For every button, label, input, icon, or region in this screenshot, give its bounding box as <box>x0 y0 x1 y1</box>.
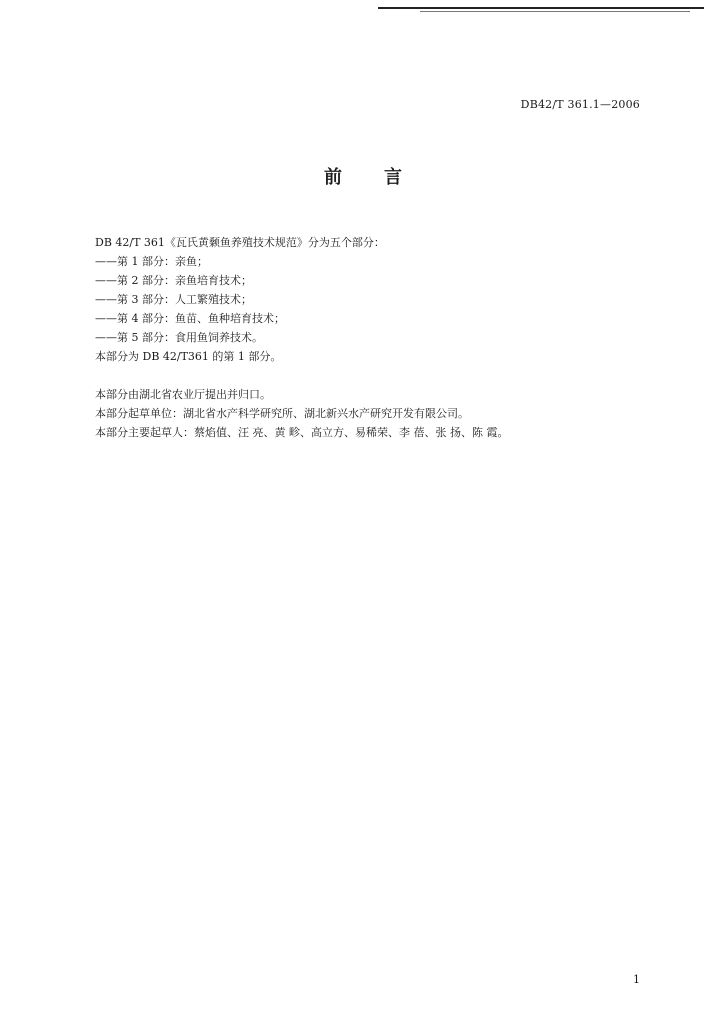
part-item-4: ——第 4 部分：鱼苗、鱼种培育技术； <box>95 312 285 325</box>
part-item-1: ——第 1 部分：亲鱼； <box>95 255 208 268</box>
drafters-statement: 本部分主要起草人：蔡焰值、汪 亮、黄 畛、高立方、易稀荣、李 蓓、张 扬、陈 霞。 <box>95 426 509 439</box>
title-char-1: 前 <box>324 167 344 188</box>
proposed-by-statement: 本部分由湖北省农业厅提出并归口。 <box>95 388 271 401</box>
drafting-units-statement: 本部分起草单位：湖北省水产科学研究所、湖北新兴水产研究开发有限公司。 <box>95 407 469 420</box>
part-item-3: ——第 3 部分：人工繁殖技术； <box>95 293 252 306</box>
page-number: 1 <box>633 973 640 986</box>
part-item-2: ——第 2 部分：亲鱼培育技术； <box>95 274 252 287</box>
header-rule-thin <box>420 11 690 12</box>
part-item-5: ——第 5 部分：食用鱼饲养技术。 <box>95 331 263 344</box>
header-rule <box>378 7 704 9</box>
document-code: DB42/T 361.1—2006 <box>520 98 640 111</box>
page-title <box>0 163 728 189</box>
document-body <box>95 233 655 442</box>
intro-paragraph: DB 42/T 361《瓦氏黄颡鱼养殖技术规范》分为五个部分： <box>95 236 385 249</box>
this-part-statement: 本部分为 DB 42/T361 的第 1 部分。 <box>95 350 282 363</box>
title-char-2: 言 <box>384 167 404 188</box>
